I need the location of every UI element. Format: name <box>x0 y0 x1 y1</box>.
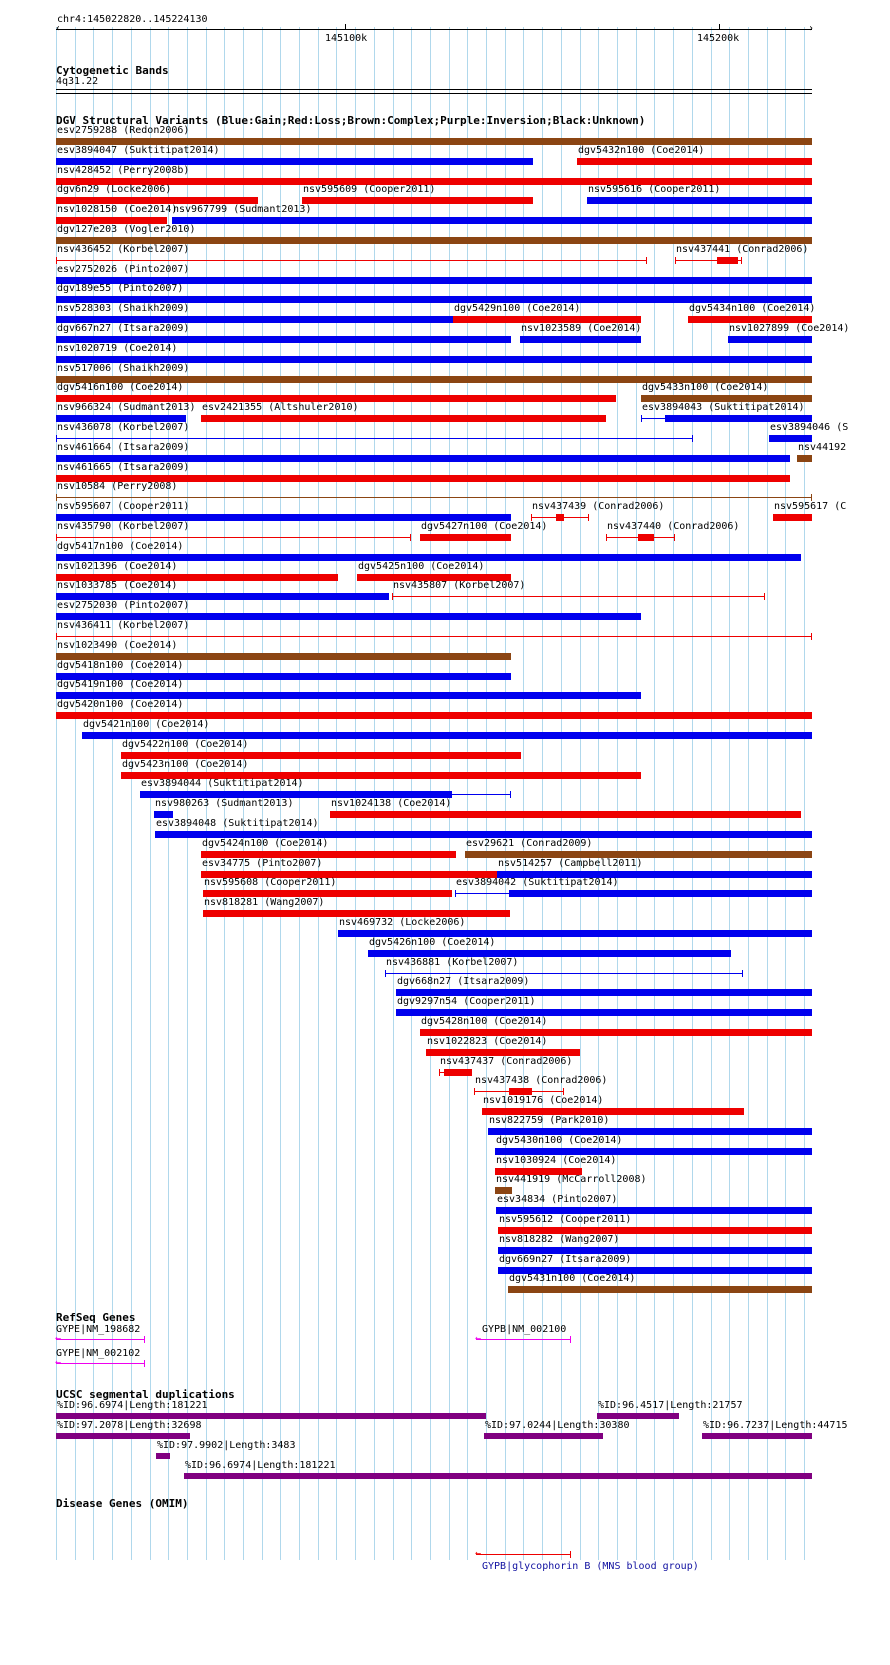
sv-label[interactable]: nsv514257 (Campbell2011) <box>498 857 643 869</box>
sv-label[interactable]: nsv595609 (Cooper2011) <box>303 184 436 196</box>
sv-label[interactable]: dgv5426n100 (Coe2014) <box>369 936 496 948</box>
track-title-disease-genes[interactable]: Disease Genes (OMIM) <box>56 1497 189 1510</box>
sv-label[interactable]: nsv595617 (C <box>774 501 847 513</box>
track-title-refseq-genes[interactable]: RefSeq Genes <box>56 1311 136 1324</box>
sv-label[interactable]: dgv127e203 (Vogler2010) <box>57 224 196 235</box>
segdup-label[interactable]: %ID:96.7237|Length:44715 <box>703 1420 848 1431</box>
sv-label[interactable]: dgv667n27 (Itsara2009) <box>57 323 190 334</box>
sv-label[interactable]: nsv1021396 (Coe2014) <box>57 560 178 572</box>
sv-label[interactable]: nsv435807 (Korbel2007) <box>393 580 526 592</box>
sv-label[interactable]: esv2759288 (Redon2006) <box>57 125 190 136</box>
sv-end-tick <box>439 1069 440 1076</box>
gene-strand-arrow-icon: ← <box>475 1333 482 1344</box>
segdup-bar[interactable] <box>156 1453 170 1459</box>
sv-bar[interactable] <box>587 197 812 204</box>
scroll-right-icon[interactable]: › <box>808 23 815 34</box>
sv-label[interactable]: dgv6n29 (Locke2006) <box>57 184 172 196</box>
sv-line[interactable] <box>56 497 812 498</box>
sv-label[interactable]: esv3894043 (Suktitipat2014) <box>642 402 805 414</box>
sv-bar[interactable] <box>172 217 812 224</box>
sv-bar-core[interactable] <box>717 257 738 264</box>
sv-line[interactable] <box>385 973 743 974</box>
segdup-label[interactable]: %ID:96.6974|Length:181221 <box>185 1460 336 1471</box>
sv-bar-core[interactable] <box>444 1069 472 1076</box>
sv-bar[interactable] <box>396 989 812 996</box>
omim-gene-line[interactable] <box>476 1554 571 1555</box>
ruler-tick-label: 145200k <box>697 33 740 44</box>
sv-label[interactable]: nsv1030924 (Coe2014) <box>496 1154 617 1166</box>
sv-bar[interactable] <box>773 514 812 521</box>
sv-label[interactable]: dgv5424n100 (Coe2014) <box>202 837 329 849</box>
sv-line[interactable] <box>392 596 765 597</box>
gene-line[interactable] <box>56 1339 145 1340</box>
segdup-bar[interactable] <box>56 1413 486 1419</box>
sv-end-tick <box>510 791 511 798</box>
track-title-dgv[interactable]: DGV Structural Variants (Blue:Gain;Red:Loss;Brown:Complex;Purple:Inversion;Black:Unknown) <box>56 114 646 127</box>
sv-end-tick <box>741 257 742 264</box>
sv-end-tick <box>764 593 765 600</box>
sv-bar[interactable] <box>420 534 511 541</box>
sv-label[interactable]: nsv1027899 (Coe2014) <box>729 323 850 334</box>
sv-label[interactable]: esv3894042 (Suktitipat2014) <box>456 877 619 889</box>
sv-label[interactable]: nsv437441 (Conrad2006) <box>676 243 809 255</box>
omim-end-tick <box>570 1551 571 1558</box>
sv-end-tick <box>811 633 812 640</box>
sv-label[interactable]: dgv5431n100 (Coe2014) <box>509 1273 636 1285</box>
sv-label[interactable]: nsv1023589 (Coe2014) <box>521 323 642 334</box>
sv-label[interactable]: nsv1020719 (Coe2014) <box>57 342 178 354</box>
sv-label[interactable]: nsv980263 (Sudmant2013) <box>155 798 294 810</box>
sv-label[interactable]: esv34834 (Pinto2007) <box>497 1194 618 1206</box>
sv-label[interactable]: dgv5423n100 (Coe2014) <box>122 758 249 770</box>
sv-bar[interactable] <box>520 336 641 343</box>
sv-bar-core[interactable] <box>509 1088 532 1095</box>
sv-line[interactable] <box>56 537 411 538</box>
sv-label[interactable]: dgv5421n100 (Coe2014) <box>83 719 210 730</box>
sv-label[interactable]: dgv9297n54 (Cooper2011) <box>397 996 536 1008</box>
sv-label[interactable]: dgv669n27 (Itsara2009) <box>499 1253 632 1265</box>
sv-label[interactable]: nsv441919 (McCarroll2008) <box>496 1174 647 1186</box>
sv-label[interactable]: esv29621 (Conrad2009) <box>466 837 593 849</box>
omim-gene-label[interactable]: GYPB|glycophorin B (MNS blood group) <box>482 1561 699 1572</box>
sv-label[interactable]: esv2421355 (Altshuler2010) <box>202 402 359 414</box>
gene-line[interactable] <box>476 1339 571 1340</box>
sv-end-tick <box>742 970 743 977</box>
sv-label[interactable]: nsv822759 (Park2010) <box>489 1115 610 1126</box>
sv-label[interactable]: nsv436411 (Korbel2007) <box>57 620 190 631</box>
sv-bar[interactable] <box>641 395 812 402</box>
sv-bar[interactable] <box>56 296 812 303</box>
sv-label[interactable]: nsv818282 (Wang2007) <box>499 1233 620 1245</box>
sv-label[interactable]: esv2752030 (Pinto2007) <box>57 600 190 612</box>
sv-end-tick <box>674 534 675 541</box>
sv-label[interactable]: esv3894047 (Suktitipat2014) <box>57 144 220 156</box>
sv-line[interactable] <box>56 438 693 439</box>
sv-label[interactable]: dgv5427n100 (Coe2014) <box>421 521 548 532</box>
ruler-tick-label: 145100k <box>325 33 368 44</box>
sv-line[interactable] <box>56 260 647 261</box>
gene-end-tick <box>570 1336 571 1343</box>
sv-label[interactable]: nsv528303 (Shaikh2009) <box>57 303 190 315</box>
gene-strand-arrow-icon: ← <box>55 1333 62 1344</box>
sv-label[interactable]: esv3894048 (Suktitipat2014) <box>156 818 319 829</box>
sv-label[interactable]: nsv437437 (Conrad2006) <box>440 1055 573 1067</box>
sv-bar[interactable] <box>496 1207 812 1214</box>
sv-bar[interactable] <box>201 415 606 422</box>
sv-label[interactable]: dgv5416n100 (Coe2014) <box>57 382 184 394</box>
sv-end-tick <box>56 494 57 501</box>
sv-label[interactable]: nsv517006 (Shaikh2009) <box>57 362 190 374</box>
sv-label[interactable]: nsv1033785 (Coe2014) <box>57 580 178 592</box>
sv-bar[interactable] <box>56 692 641 699</box>
sv-label[interactable]: dgv5422n100 (Coe2014) <box>122 738 249 750</box>
sv-bar[interactable] <box>453 316 641 323</box>
sv-bar[interactable] <box>56 613 641 620</box>
sv-end-tick <box>641 415 642 422</box>
sv-label[interactable]: nsv437438 (Conrad2006) <box>475 1075 608 1087</box>
sv-label[interactable]: esv3894044 (Suktitipat2014) <box>141 778 304 790</box>
sv-label[interactable]: nsv469732 (Locke2006) <box>339 917 466 928</box>
gene-strand-arrow-icon: ← <box>55 1357 62 1368</box>
sv-label[interactable]: nsv1023490 (Coe2014) <box>57 639 178 651</box>
gene-label[interactable]: GYPB|NM_002100 <box>482 1324 567 1335</box>
sv-bar[interactable] <box>56 316 453 323</box>
sv-bar-core[interactable] <box>140 791 452 798</box>
sv-label[interactable]: dgv5417n100 (Coe2014) <box>57 540 184 552</box>
sv-end-tick <box>588 514 589 521</box>
sv-end-tick <box>392 593 393 600</box>
segdup-label[interactable]: %ID:97.2078|Length:32698 <box>57 1420 202 1431</box>
gene-end-tick <box>144 1336 145 1343</box>
sv-bar[interactable] <box>728 336 812 343</box>
segdup-label[interactable]: %ID:97.9902|Length:3483 <box>157 1440 296 1451</box>
sv-end-tick <box>474 1088 475 1095</box>
sv-bar[interactable] <box>154 811 173 818</box>
sv-label[interactable]: dgv5425n100 (Coe2014) <box>358 560 485 572</box>
sv-label[interactable]: dgv5432n100 (Coe2014) <box>578 144 705 156</box>
sv-label[interactable]: dgv5433n100 (Coe2014) <box>642 382 769 394</box>
sv-bar[interactable] <box>797 455 812 462</box>
sv-label[interactable]: nsv428452 (Perry2008b) <box>57 164 190 176</box>
segdup-bar[interactable] <box>597 1413 679 1419</box>
sv-bar[interactable] <box>203 890 452 897</box>
sv-end-tick <box>606 534 607 541</box>
sv-bar[interactable] <box>330 811 801 818</box>
sv-bar[interactable] <box>203 910 510 917</box>
sv-label[interactable]: nsv966324 (Sudmant2013) <box>57 402 196 414</box>
sv-label[interactable]: dgv5419n100 (Coe2014) <box>57 679 184 691</box>
sv-end-tick <box>410 534 411 541</box>
sv-end-tick <box>455 890 456 897</box>
sv-bar-core[interactable] <box>638 534 654 541</box>
gene-line[interactable] <box>56 1363 145 1364</box>
sv-label[interactable]: nsv461664 (Itsara2009) <box>57 441 190 453</box>
sv-bar[interactable] <box>508 1286 812 1293</box>
sv-label[interactable]: nsv436452 (Korbel2007) <box>57 243 190 255</box>
sv-label[interactable]: dgv668n27 (Itsara2009) <box>397 976 530 988</box>
sv-bar[interactable] <box>396 1009 812 1016</box>
sv-end-tick <box>563 1088 564 1095</box>
sv-bar[interactable] <box>56 593 389 600</box>
sv-end-tick <box>385 970 386 977</box>
sv-label[interactable]: nsv595616 (Cooper2011) <box>588 184 721 196</box>
sv-label[interactable]: nsv436078 (Korbel2007) <box>57 422 190 433</box>
track-title-cytogenetic-bands[interactable]: Cytogenetic Bands <box>56 64 169 77</box>
sv-line[interactable] <box>56 636 812 637</box>
sv-label[interactable]: esv2752026 (Pinto2007) <box>57 263 190 275</box>
gene-label[interactable]: GYPE|NM_198682 <box>56 1324 141 1335</box>
sv-label[interactable]: nsv595608 (Cooper2011) <box>204 877 337 889</box>
track-title-segmental-duplications[interactable]: UCSC segmental duplications <box>56 1388 235 1401</box>
segdup-label[interactable]: %ID:96.4517|Length:21757 <box>598 1400 743 1411</box>
sv-label[interactable]: nsv436881 (Korbel2007) <box>386 956 519 968</box>
sv-bar[interactable] <box>495 1187 512 1194</box>
sv-label[interactable]: nsv44192 <box>798 441 847 453</box>
sv-label[interactable]: esv34775 (Pinto2007) <box>202 857 323 869</box>
sv-label[interactable]: nsv595607 (Cooper2011) <box>57 501 190 513</box>
sv-label[interactable]: nsv1019176 (Coe2014) <box>483 1095 604 1107</box>
sv-label[interactable]: nsv818281 (Wang2007) <box>204 897 325 909</box>
sv-end-tick <box>811 494 812 501</box>
sv-label[interactable]: dgv189e55 (Pinto2007) <box>57 283 184 295</box>
sv-end-tick <box>692 435 693 442</box>
sv-bar[interactable] <box>688 316 812 323</box>
sv-bar[interactable] <box>56 712 812 719</box>
sv-label[interactable]: nsv1022823 (Coe2014) <box>427 1035 548 1047</box>
sv-label[interactable]: nsv1024138 (Coe2014) <box>331 798 452 810</box>
sv-bar[interactable] <box>56 395 616 402</box>
cytoband-label: 4q31.22 <box>56 76 99 87</box>
sv-bar[interactable] <box>56 217 167 224</box>
sv-label[interactable]: dgv5428n100 (Coe2014) <box>421 1016 548 1027</box>
segdup-bar[interactable] <box>702 1433 812 1439</box>
sv-bar-core[interactable] <box>509 890 812 897</box>
sv-end-tick <box>531 514 532 521</box>
sv-label[interactable]: nsv595612 (Cooper2011) <box>499 1214 632 1225</box>
sv-bar[interactable] <box>482 1108 744 1115</box>
segdup-label[interactable]: %ID:96.6974|Length:181221 <box>57 1400 208 1411</box>
sv-label[interactable]: nsv10584 (Perry2008) <box>57 481 178 493</box>
segdup-label[interactable]: %ID:97.0244|Length:30380 <box>485 1420 630 1431</box>
sv-bar[interactable] <box>302 197 533 204</box>
sv-bar-core[interactable] <box>665 415 812 422</box>
sv-label[interactable]: nsv437439 (Conrad2006) <box>532 501 665 513</box>
gene-end-tick <box>144 1360 145 1367</box>
sv-bar-core[interactable] <box>556 514 564 521</box>
sv-label[interactable]: esv3894046 (S <box>770 422 849 433</box>
omim-strand-arrow-icon: ← <box>475 1548 482 1559</box>
sv-label[interactable]: nsv437440 (Conrad2006) <box>607 521 740 532</box>
gene-label[interactable]: GYPE|NM_002102 <box>56 1348 141 1359</box>
sv-label[interactable]: nsv1028150 (Coe2014) <box>57 204 178 216</box>
segdup-bar[interactable] <box>484 1433 603 1439</box>
sv-label[interactable]: dgv5429n100 (Coe2014) <box>454 303 581 315</box>
ruler-range: chr4:145022820..145224130 <box>57 14 208 25</box>
sv-label[interactable]: nsv461665 (Itsara2009) <box>57 461 190 473</box>
sv-bar[interactable] <box>56 514 511 521</box>
segdup-bar[interactable] <box>184 1473 812 1479</box>
sv-label[interactable]: dgv5418n100 (Coe2014) <box>57 659 184 671</box>
sv-bar[interactable] <box>577 158 812 165</box>
sv-end-tick <box>646 257 647 264</box>
scroll-left-icon[interactable]: ‹ <box>55 23 62 34</box>
sv-bar[interactable] <box>56 197 258 204</box>
sv-label[interactable]: dgv5430n100 (Coe2014) <box>496 1134 623 1146</box>
sv-end-tick <box>675 257 676 264</box>
sv-label[interactable]: nsv435790 (Korbel2007) <box>57 521 190 532</box>
sv-label[interactable]: dgv5420n100 (Coe2014) <box>57 699 184 711</box>
sv-label[interactable]: nsv967799 (Sudmant2013) <box>173 204 312 216</box>
sv-label[interactable]: dgv5434n100 (Coe2014) <box>689 303 816 315</box>
segdup-bar[interactable] <box>56 1433 190 1439</box>
sv-bar[interactable] <box>56 415 186 422</box>
